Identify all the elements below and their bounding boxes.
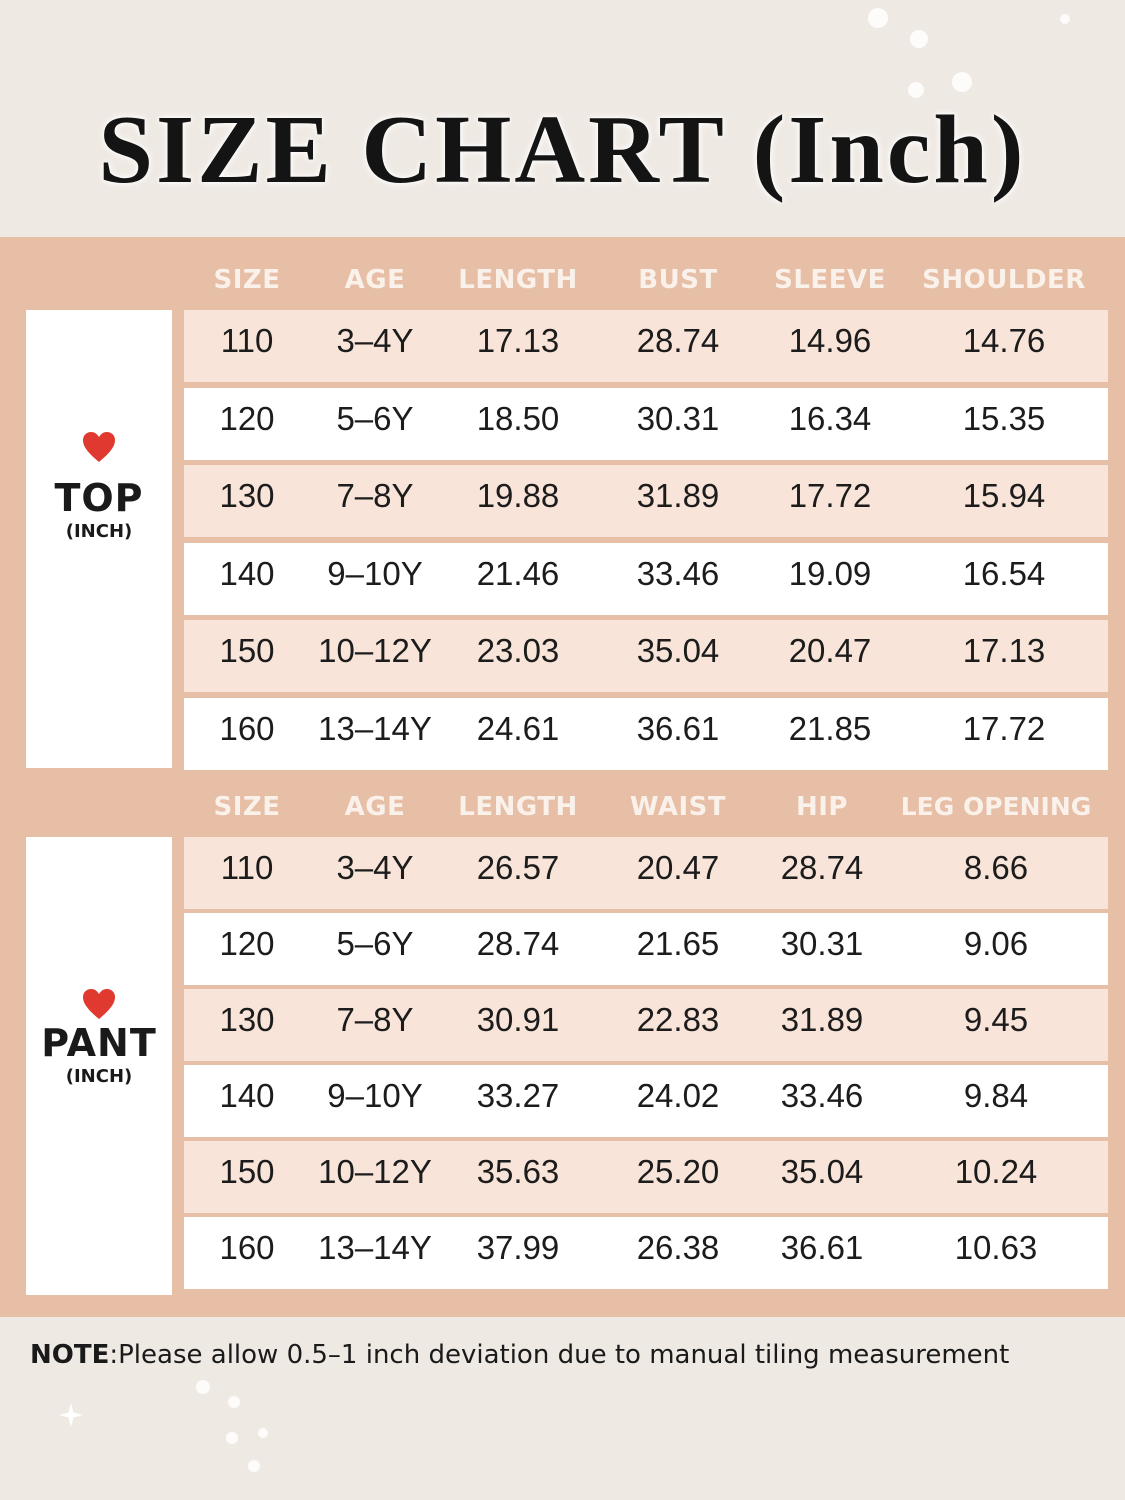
top-cell-length: 17.13	[476, 322, 560, 359]
top-cell-size: 120	[219, 399, 275, 437]
sparkle-dot	[952, 72, 972, 92]
pant-cell-waist: 21.65	[636, 925, 720, 962]
top-cell-length: 18.50	[476, 399, 560, 437]
pant-cell-size: 150	[219, 1153, 275, 1190]
pant-cell-length: 37.99	[476, 1229, 560, 1266]
top-header-shoulder: SHOULDER	[922, 265, 1086, 295]
top-side-label-group	[26, 430, 172, 544]
pant-section	[0, 777, 1125, 1297]
pant-cell-hip: 36.61	[780, 1229, 864, 1266]
top-header-bust: BUST	[638, 265, 718, 295]
sparkle-dot	[248, 1460, 260, 1472]
top-cell-bust: 35.04	[636, 632, 720, 669]
pant-cell-size: 110	[220, 849, 274, 886]
top-cell-age: 7–8Y	[336, 477, 414, 514]
sparkle-dot	[258, 1428, 268, 1438]
pant-cell-length: 30.91	[476, 1001, 560, 1038]
top-cell-shoulder: 16.54	[962, 554, 1046, 592]
top-cell-sleeve: 17.72	[788, 477, 872, 514]
top-header-length: LENGTH	[458, 265, 578, 295]
star-icon	[58, 1402, 84, 1428]
top-cell-age: 5–6Y	[336, 399, 414, 437]
note-text: :Please allow 0.5–1 inch deviation due to manual tiling measurement	[109, 1340, 1010, 1370]
top-cell-sleeve: 16.34	[788, 399, 872, 437]
top-cell-sleeve: 14.96	[788, 322, 872, 359]
pant-cell-hip: 30.31	[780, 925, 864, 962]
heart-icon	[81, 987, 117, 1021]
top-cell-size: 110	[220, 322, 274, 359]
top-cell-sleeve: 21.85	[788, 709, 872, 747]
table-row	[184, 543, 1108, 615]
pant-cell-hip: 31.89	[780, 1001, 864, 1038]
table-row	[184, 388, 1108, 460]
top-unit: (INCH)	[65, 521, 133, 542]
top-cell-age: 13–14Y	[318, 709, 432, 747]
top-header-size: SIZE	[213, 265, 281, 295]
top-cell-size: 130	[219, 477, 275, 514]
pant-cell-age: 5–6Y	[336, 925, 414, 962]
pant-cell-size: 130	[219, 1001, 275, 1038]
table-row	[184, 1141, 1108, 1213]
pant-cell-age: 10–12Y	[318, 1153, 432, 1190]
top-cell-shoulder: 15.94	[962, 477, 1046, 514]
pant-cell-age: 3–4Y	[336, 849, 414, 886]
pant-cell-length: 28.74	[476, 925, 560, 962]
pant-side-panel	[26, 837, 172, 1295]
table-row	[184, 913, 1108, 985]
pant-cell-waist: 26.38	[636, 1229, 720, 1266]
top-header-age: AGE	[344, 265, 406, 295]
heart-icon	[81, 430, 117, 464]
table-row	[184, 620, 1108, 692]
sparkle-dot	[228, 1396, 240, 1408]
top-cell-shoulder: 14.76	[962, 322, 1046, 359]
table-row	[184, 310, 1108, 382]
pant-label: PANT	[41, 1021, 157, 1065]
top-cell-length: 21.46	[476, 554, 560, 592]
table-row	[184, 989, 1108, 1061]
pant-cell-size: 160	[219, 1229, 275, 1266]
pant-header-row	[184, 777, 1108, 837]
sparkle-dot	[868, 8, 888, 28]
note-label: NOTE	[30, 1340, 110, 1370]
top-cell-length: 19.88	[476, 477, 560, 514]
table-row	[184, 465, 1108, 537]
top-cell-size: 140	[219, 554, 275, 592]
pant-cell-length: 33.27	[476, 1077, 560, 1114]
sparkle-dot	[910, 30, 928, 48]
pant-cell-size: 120	[219, 925, 275, 962]
pant-cell-hip: 35.04	[780, 1153, 864, 1190]
pant-cell-length: 26.57	[476, 849, 560, 886]
pant-unit: (INCH)	[65, 1066, 133, 1087]
table-row	[184, 698, 1108, 770]
top-cell-sleeve: 19.09	[788, 554, 872, 592]
pant-header-waist: WAIST	[629, 792, 727, 822]
pant-cell-size: 140	[219, 1077, 275, 1114]
top-cell-age: 10–12Y	[318, 632, 432, 669]
top-cell-age: 3–4Y	[336, 322, 414, 359]
top-label: TOP	[54, 476, 144, 520]
table-row	[184, 1217, 1108, 1289]
top-side-panel	[26, 310, 172, 768]
pant-cell-age: 7–8Y	[336, 1001, 414, 1038]
top-cell-shoulder: 15.35	[962, 399, 1046, 437]
top-cell-bust: 28.74	[636, 322, 720, 359]
pant-header-size: SIZE	[213, 792, 281, 822]
top-cell-length: 24.61	[476, 709, 560, 747]
pant-cell-leg-opening: 8.66	[963, 849, 1029, 886]
pant-cell-leg-opening: 10.24	[954, 1153, 1038, 1190]
pant-cell-waist: 20.47	[636, 849, 720, 886]
pant-cell-waist: 24.02	[636, 1077, 720, 1114]
top-cell-length: 23.03	[476, 632, 560, 669]
top-cell-age: 9–10Y	[327, 554, 423, 592]
top-cell-shoulder: 17.13	[962, 632, 1046, 669]
top-cell-shoulder: 17.72	[962, 709, 1046, 747]
pant-cell-leg-opening: 9.06	[963, 925, 1029, 962]
pant-header-length: LENGTH	[458, 792, 578, 822]
pant-cell-hip: 28.74	[780, 849, 864, 886]
pant-header-age: AGE	[344, 792, 406, 822]
pant-cell-leg-opening: 9.45	[963, 1001, 1029, 1038]
top-cell-bust: 36.61	[636, 709, 720, 747]
top-section	[0, 250, 1125, 770]
pant-header-hip: HIP	[796, 792, 848, 822]
top-header-sleeve: SLEEVE	[774, 265, 886, 295]
pant-cell-waist: 25.20	[636, 1153, 720, 1190]
top-cell-bust: 30.31	[636, 399, 720, 437]
pant-side-label-group	[26, 987, 172, 1089]
pant-cell-length: 35.63	[476, 1153, 560, 1190]
pant-cell-leg-opening: 10.63	[954, 1229, 1038, 1266]
sparkle-dot	[196, 1380, 210, 1394]
pant-cell-hip: 33.46	[780, 1077, 864, 1114]
table-row	[184, 837, 1108, 909]
table-row	[184, 1065, 1108, 1137]
top-cell-size: 160	[219, 709, 275, 747]
top-cell-size: 150	[219, 632, 275, 669]
pant-cell-age: 13–14Y	[318, 1229, 432, 1266]
top-cell-sleeve: 20.47	[788, 632, 872, 669]
pant-cell-waist: 22.83	[636, 1001, 720, 1038]
page-title: SIZE CHART (Inch)	[98, 96, 1027, 204]
measurement-note	[30, 1340, 1120, 1380]
pant-cell-age: 9–10Y	[327, 1077, 423, 1114]
sparkle-dot	[226, 1432, 238, 1444]
top-cell-bust: 31.89	[636, 477, 720, 514]
pant-header-leg-opening: LEG OPENING	[900, 792, 1092, 821]
sparkle-dot	[1060, 14, 1070, 24]
top-header-row	[184, 250, 1108, 310]
pant-cell-leg-opening: 9.84	[963, 1077, 1029, 1114]
top-cell-bust: 33.46	[636, 554, 720, 592]
